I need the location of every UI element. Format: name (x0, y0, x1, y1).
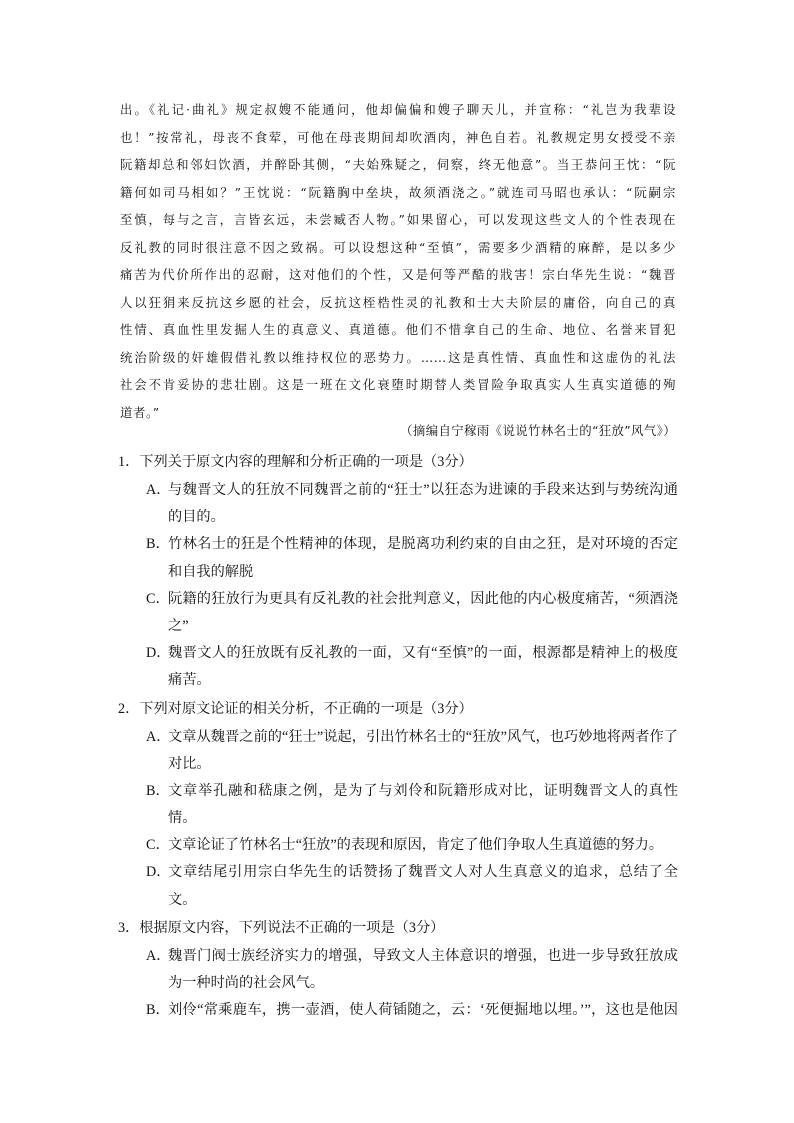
passage-source: （摘编自宁稼雨《说说竹林名士的“狂放”风气》） (400, 423, 676, 438)
option-b (118, 778, 678, 832)
option-b (118, 531, 678, 585)
option-text: 对比。 (168, 755, 211, 772)
option-c (118, 832, 678, 859)
passage (120, 96, 676, 426)
option-letter: A． (146, 728, 171, 745)
option-text: 情。 (168, 810, 197, 827)
option-letter: B． (146, 782, 170, 799)
passage-line: 反礼教的同时很注意不因之致祸。可以设想这种“至慎”，需要多少酒精的麻醉，是以多少 (120, 239, 676, 255)
question-1 (118, 448, 678, 695)
passage-line: 痛苦为代价所作出的忍耐，这对他们的个性，又是何等严酷的戕害！宗白华先生说：“魏晋 (120, 267, 676, 282)
passage-line: 阮籍却总和邻妇饮酒，并醉卧其侧，“夫始殊疑之，伺察，终无他意”。当王恭问王忱：“阮 (120, 157, 676, 172)
option-text: 文章结尾引用宗白华先生的话赞扬了魏晋文人对人生真意义的追求，总结了全 (168, 864, 678, 881)
passage-line: 也！”按常礼，母丧不食荤，可他在母丧期间却吹酒肉，神色自若。礼教规定男女授受不亲 (120, 129, 676, 145)
passage-line: 性情、真血性里发掘人生的真意义、真道德。他们不惜拿自己的生命、地位、名誉来冒犯 (120, 322, 676, 337)
option-letter: B． (146, 1002, 170, 1019)
option-letter: D． (146, 864, 171, 881)
questions (118, 448, 678, 1024)
question-3 (118, 914, 678, 1025)
option-letter: A． (146, 947, 171, 964)
option-text: 为一种时尚的社会风气。 (168, 975, 325, 991)
option-d (118, 640, 678, 694)
option-text: 和自我的解脱 (168, 563, 254, 580)
option-text: 竹林名士的狂是个性精神的体现，是脱离功利约束的自由之狂，是对环境的否定 (168, 536, 678, 553)
option-text: 痛苦。 (168, 672, 211, 689)
option-text: 魏晋门阀士族经济实力的增强，导致文人主体意识的增强，也进一步导致狂放成 (168, 947, 678, 964)
passage-line: 道者。” (120, 404, 160, 420)
option-c (118, 586, 678, 640)
option-text: 刘伶“常乘鹿车，携一壶酒，使人荷锸随之，云：‘死便掘地以埋。’”，这也是他因 (168, 1002, 678, 1019)
option-text: 魏晋文人的狂放既有反礼教的一面，又有“至慎”的一面，根源都是精神上的极度 (168, 645, 678, 662)
option-d (118, 859, 678, 913)
option-text: 文章论证了竹林名士“狂放”的表现和原因，肯定了他们争取人生真道德的努力。 (168, 837, 663, 854)
option-text: 文章从魏晋之前的“狂士”说起，引出竹林名士的“狂放”风气，也巧妙地将两者作了 (168, 728, 678, 745)
option-text: 文章举孔融和嵇康之例，是为了与刘伶和阮籍形成对比，证明魏晋文人的真性 (168, 782, 678, 799)
option-text: 与魏晋文人的狂放不同魏晋之前的“狂士”以狂态为进谏的手段来达到与势统沟通 (168, 482, 678, 498)
passage-line: 出。《礼记·曲礼》规定叔嫂不能通问，他却偏偏和嫂子聊天儿，并宣称：“礼岂为我辈设 (120, 102, 676, 117)
option-text: 的目的。 (168, 509, 225, 526)
option-a (118, 477, 678, 531)
passage-line: 统治阶级的奸雄假借礼教以维持权位的恶势力。……这是真性情、真血性和这虚伪的礼法 (120, 349, 676, 365)
option-b (118, 997, 678, 1024)
option-text: 阮籍的狂放行为更具有反礼教的社会批判意义，因此他的内心极度痛苦，“须酒浇 (168, 590, 678, 607)
passage-line: 籍何如司马相如？”王忱说：“阮籍胸中垒块，故须酒浇之。”就连司马昭也承认：“阮嗣宗 (120, 184, 676, 200)
option-text: 之” (168, 617, 189, 634)
option-letter: A． (146, 482, 171, 498)
question-stem: 2．下列对原文论证的相关分析，不正确的一项是（3分） (118, 700, 473, 717)
option-letter: B． (146, 536, 170, 553)
passage-line: 至慎，每与之言，言皆玄远，未尝臧否人物。”如果留心，可以发现这些文人的个性表现在 (120, 212, 676, 227)
question-2 (118, 695, 678, 914)
question-stem: 3．根据原文内容，下列说法不正确的一项是（3分） (118, 919, 445, 936)
option-a (118, 943, 678, 997)
option-letter: D． (146, 645, 171, 662)
question-stem: 1．下列关于原文内容的理解和分析正确的一项是（3分） (118, 454, 473, 470)
option-a (118, 724, 678, 778)
option-letter: C． (146, 590, 170, 607)
passage-line: 人以狂狷来反抗这乡愿的社会，反抗这桎梏性灵的礼教和士大夫阶层的庸俗，向自己的真 (120, 294, 676, 310)
option-letter: C． (146, 837, 170, 854)
passage-line: 社会不肯妥协的悲壮剧。这是一班在文化衰堕时期替人类冒险争取真实人生真实道德的殉 (120, 377, 676, 392)
option-text: 文。 (168, 891, 197, 908)
